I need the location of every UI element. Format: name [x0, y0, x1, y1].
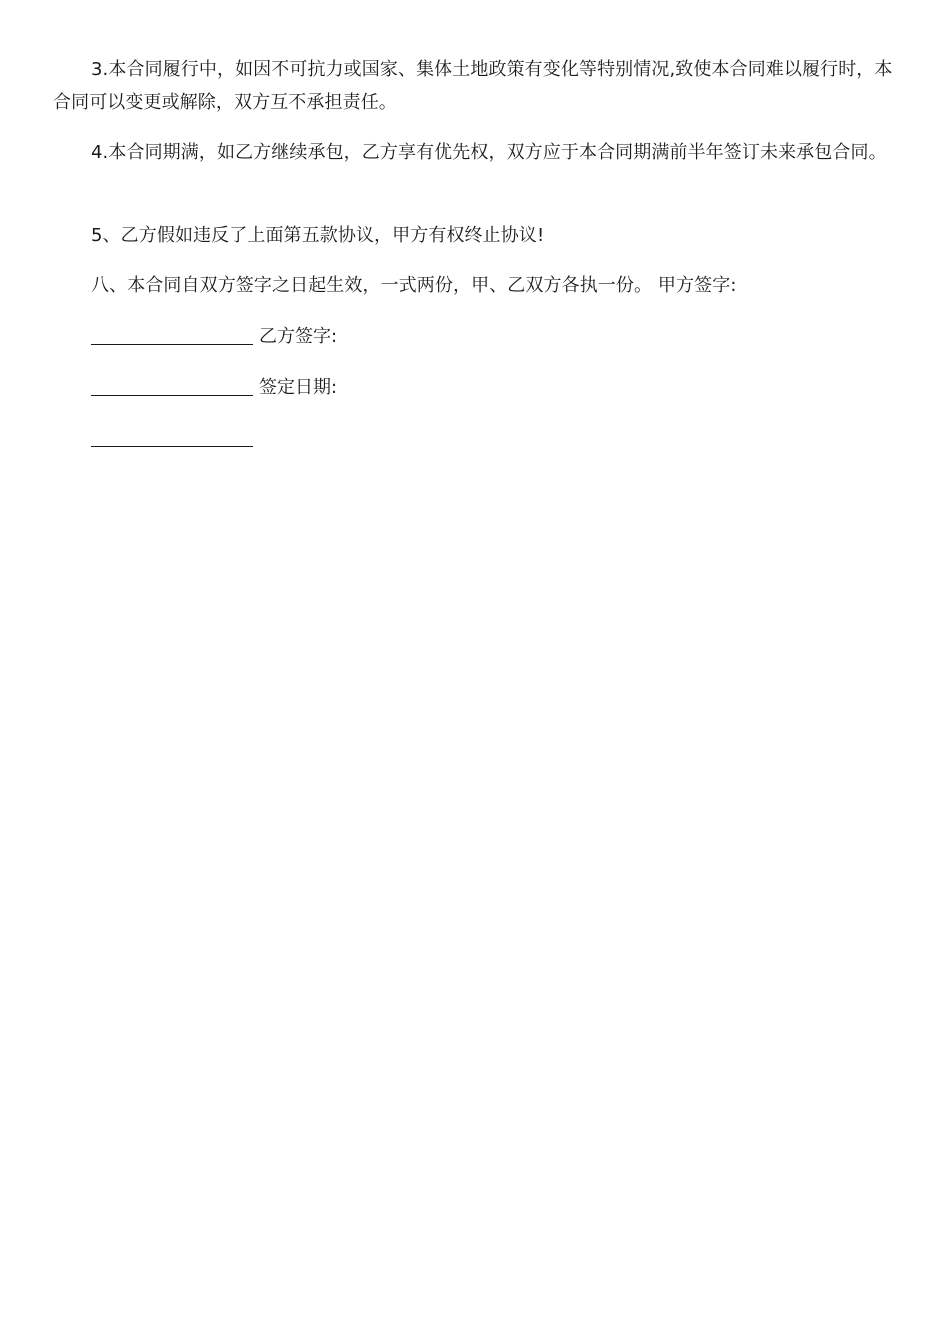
- sign-date-row: [91, 422, 259, 455]
- clause-8: 八、本合同自双方签字之日起生效，一式两份，甲、乙双方各执一份。 甲方签字:: [91, 275, 737, 296]
- clause-4: 4.本合同期满，如乙方继续承包，乙方享有优先权，双方应于本合同期满前半年签订未来承包合同。: [91, 142, 887, 163]
- sign-date-blank: [91, 424, 253, 447]
- clause-3: 3.本合同履行中，如因不可抗力或国家、集体土地政策有变化等特别情况,致使本合同难以履行时，本合同可以变更或解除，双方互不承担责任。: [53, 59, 893, 113]
- sign-date-label: 签定日期:: [259, 377, 338, 398]
- party-a-signature-blank: [91, 322, 253, 345]
- party-a-signature-row: [91, 320, 337, 353]
- clause-5: 5、乙方假如违反了上面第五款协议，甲方有权终止协议!: [91, 225, 545, 246]
- party-b-signature-label: 乙方签字:: [259, 326, 338, 347]
- party-b-signature-blank: [91, 373, 253, 396]
- party-b-signature-row: [91, 371, 337, 404]
